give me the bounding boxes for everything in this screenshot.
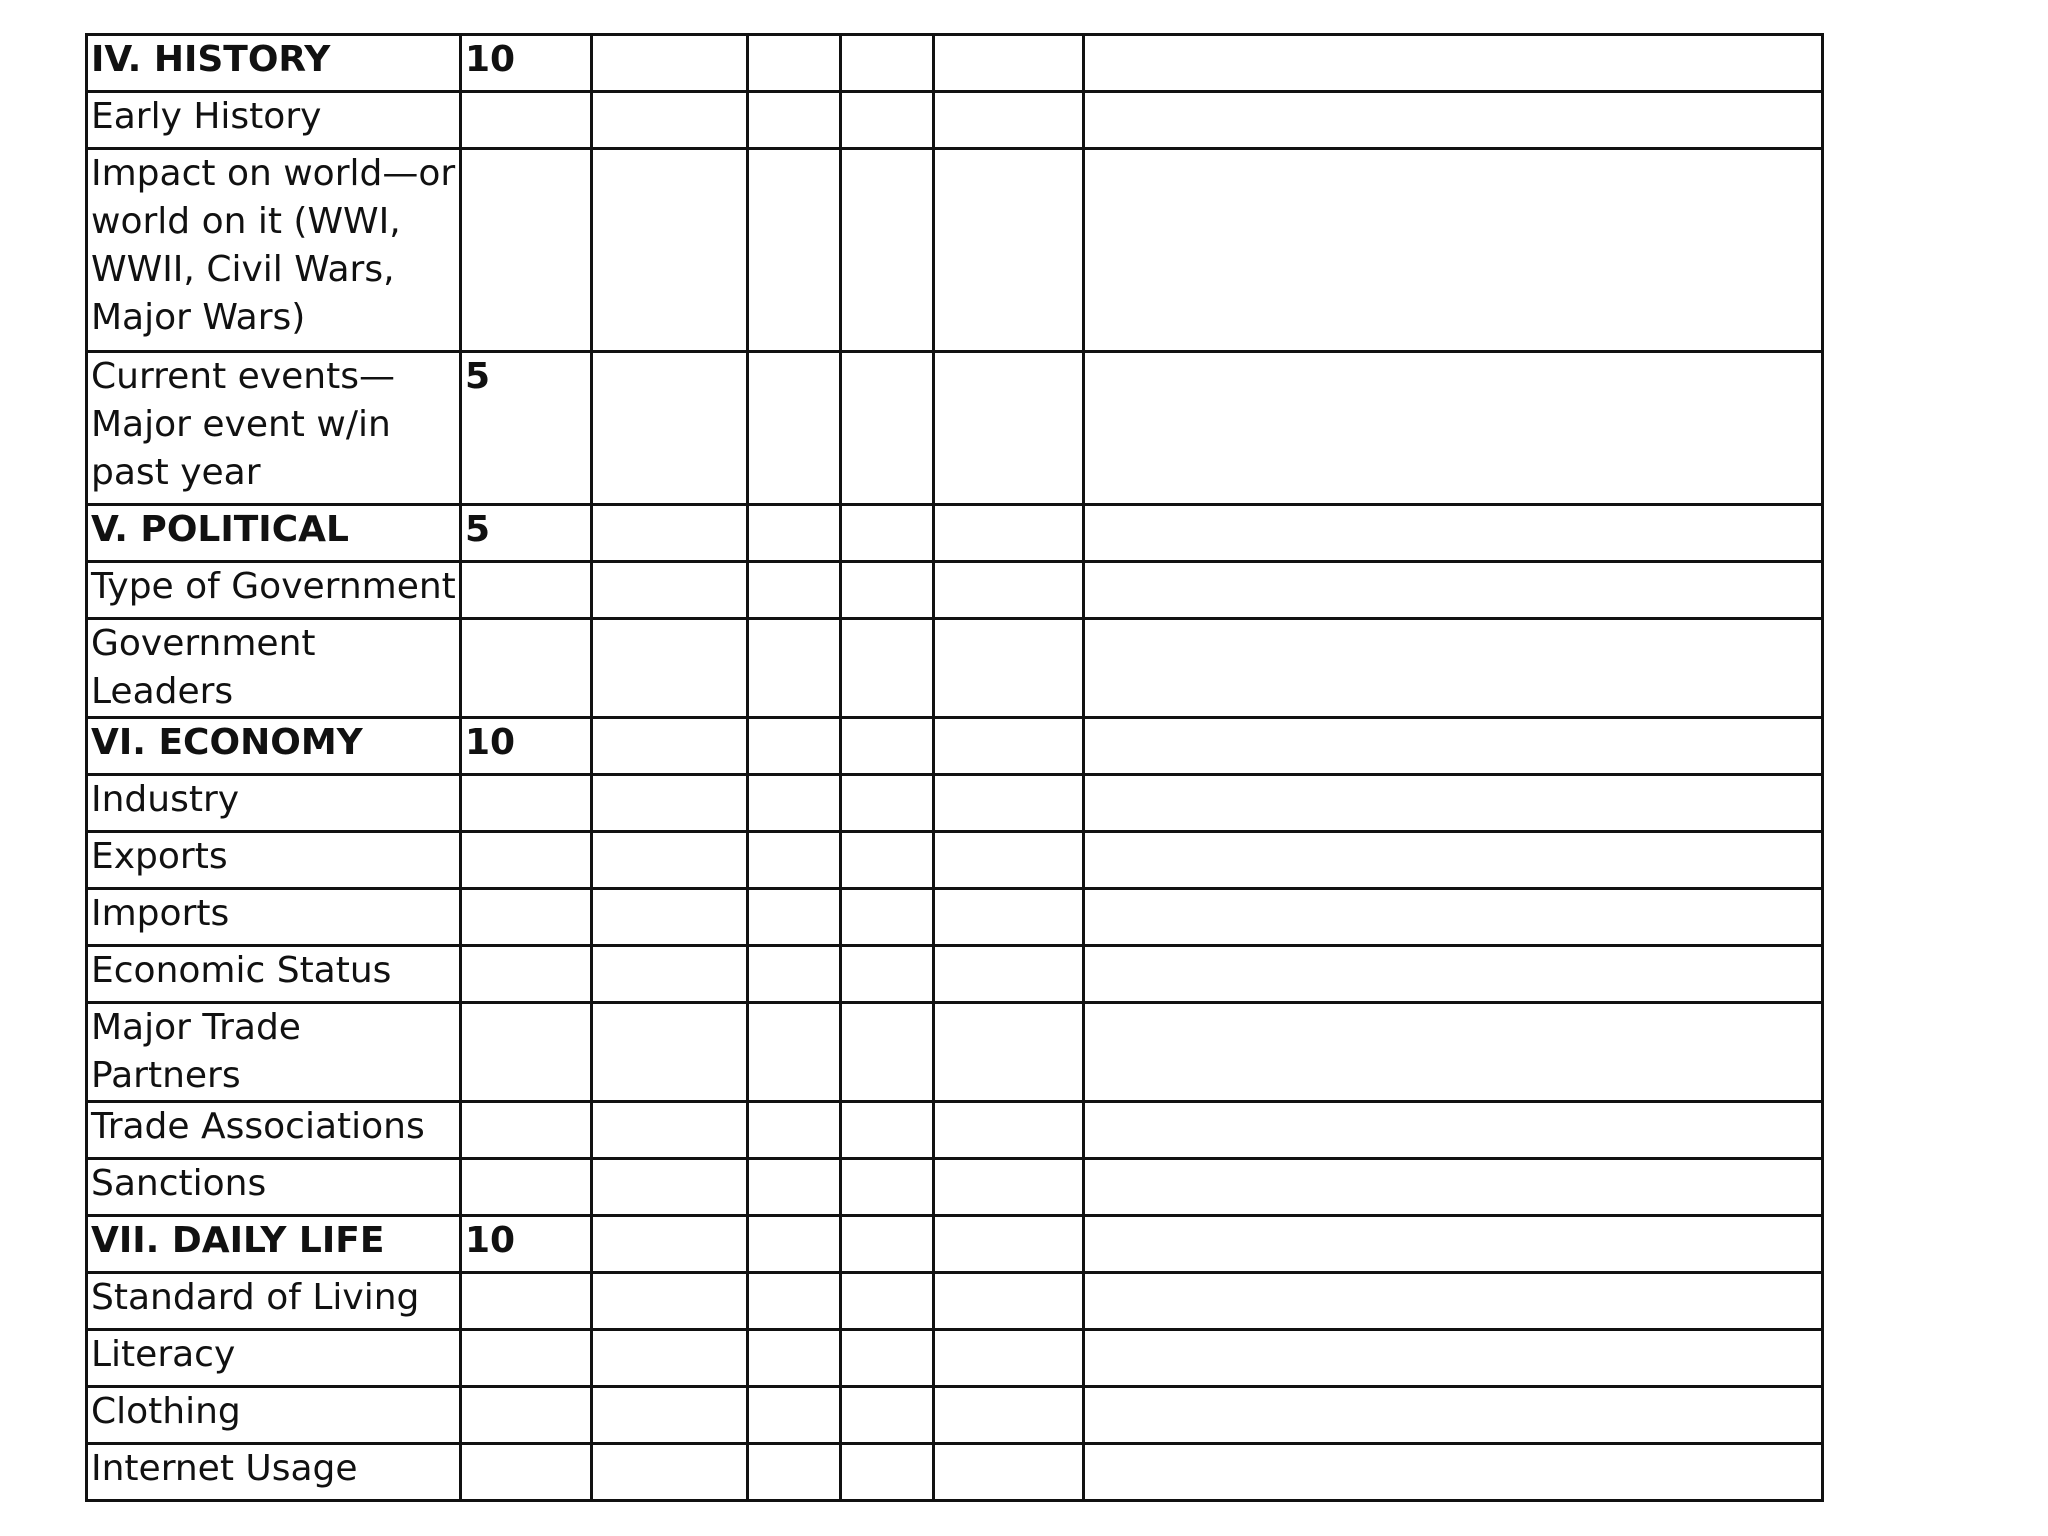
blank-cell: [841, 1003, 934, 1102]
blank-cell: [841, 889, 934, 946]
blank-cell: [748, 1444, 841, 1501]
row-label: Clothing: [87, 1387, 461, 1444]
blank-cell: [748, 1216, 841, 1273]
row-label: Trade Associations: [87, 1102, 461, 1159]
blank-cell: [934, 149, 1084, 352]
row-label: Exports: [87, 832, 461, 889]
blank-cell: [934, 832, 1084, 889]
blank-cell: [841, 775, 934, 832]
blank-cell: [592, 619, 748, 718]
points-cell: [461, 619, 592, 718]
blank-cell: [748, 1102, 841, 1159]
blank-cell: [1084, 505, 1823, 562]
blank-cell: [592, 1387, 748, 1444]
points-cell: [461, 1159, 592, 1216]
points-cell: [461, 149, 592, 352]
table-row: [87, 352, 1823, 505]
table-row: [87, 1330, 1823, 1387]
blank-cell: [592, 832, 748, 889]
blank-cell: [748, 1273, 841, 1330]
blank-cell: [592, 1159, 748, 1216]
blank-cell: [592, 149, 748, 352]
blank-cell: [748, 1003, 841, 1102]
blank-cell: [1084, 352, 1823, 505]
row-label: Imports: [87, 889, 461, 946]
blank-cell: [934, 946, 1084, 1003]
rubric-body: [87, 35, 1823, 1501]
blank-cell: [841, 1330, 934, 1387]
row-label: Literacy: [87, 1330, 461, 1387]
blank-cell: [592, 1216, 748, 1273]
blank-cell: [841, 505, 934, 562]
blank-cell: [748, 1159, 841, 1216]
blank-cell: [592, 1330, 748, 1387]
blank-cell: [934, 1330, 1084, 1387]
table-row: [87, 1387, 1823, 1444]
points-cell: 10: [461, 718, 592, 775]
blank-cell: [841, 562, 934, 619]
blank-cell: [592, 562, 748, 619]
blank-cell: [1084, 1273, 1823, 1330]
blank-cell: [1084, 1387, 1823, 1444]
blank-cell: [1084, 832, 1823, 889]
blank-cell: [748, 92, 841, 149]
blank-cell: [1084, 718, 1823, 775]
blank-cell: [841, 1273, 934, 1330]
blank-cell: [934, 505, 1084, 562]
table-row: [87, 619, 1823, 718]
blank-cell: [841, 1444, 934, 1501]
blank-cell: [592, 505, 748, 562]
table-row: [87, 1102, 1823, 1159]
blank-cell: [841, 832, 934, 889]
table-row: [87, 562, 1823, 619]
row-label: Government Leaders: [87, 619, 461, 718]
blank-cell: [934, 352, 1084, 505]
blank-cell: [934, 1003, 1084, 1102]
blank-cell: [592, 946, 748, 1003]
blank-cell: [1084, 35, 1823, 92]
blank-cell: [1084, 889, 1823, 946]
table-row: [87, 92, 1823, 149]
blank-cell: [748, 832, 841, 889]
blank-cell: [1084, 619, 1823, 718]
section-title: IV. HISTORY: [87, 35, 461, 92]
blank-cell: [841, 149, 934, 352]
blank-cell: [1084, 1330, 1823, 1387]
blank-cell: [841, 92, 934, 149]
blank-cell: [934, 1444, 1084, 1501]
blank-cell: [934, 718, 1084, 775]
row-label: Major Trade Partners: [87, 1003, 461, 1102]
blank-cell: [592, 889, 748, 946]
row-label: Industry: [87, 775, 461, 832]
section-header-row: [87, 505, 1823, 562]
row-label: Economic Status: [87, 946, 461, 1003]
table-row: [87, 1003, 1823, 1102]
blank-cell: [934, 1102, 1084, 1159]
blank-cell: [592, 35, 748, 92]
blank-cell: [1084, 1159, 1823, 1216]
row-label: Type of Government: [87, 562, 461, 619]
blank-cell: [592, 775, 748, 832]
blank-cell: [1084, 946, 1823, 1003]
blank-cell: [592, 1003, 748, 1102]
section-header-row: [87, 35, 1823, 92]
section-title: VII. DAILY LIFE: [87, 1216, 461, 1273]
blank-cell: [748, 946, 841, 1003]
points-cell: 5: [461, 352, 592, 505]
points-cell: [461, 946, 592, 1003]
blank-cell: [934, 889, 1084, 946]
blank-cell: [841, 1102, 934, 1159]
points-cell: 10: [461, 35, 592, 92]
blank-cell: [934, 775, 1084, 832]
row-label: Current events—Major event w/in past year: [87, 352, 461, 505]
blank-cell: [934, 1387, 1084, 1444]
blank-cell: [934, 1216, 1084, 1273]
table-row: [87, 775, 1823, 832]
row-label: Standard of Living: [87, 1273, 461, 1330]
points-cell: [461, 92, 592, 149]
blank-cell: [934, 1159, 1084, 1216]
section-title: V. POLITICAL: [87, 505, 461, 562]
points-cell: [461, 889, 592, 946]
points-cell: [461, 1003, 592, 1102]
blank-cell: [748, 505, 841, 562]
table-row: [87, 1159, 1823, 1216]
points-cell: [461, 562, 592, 619]
points-cell: [461, 1444, 592, 1501]
blank-cell: [592, 718, 748, 775]
blank-cell: [934, 562, 1084, 619]
blank-cell: [841, 35, 934, 92]
table-row: [87, 149, 1823, 352]
blank-cell: [1084, 1444, 1823, 1501]
points-cell: [461, 1387, 592, 1444]
blank-cell: [592, 1444, 748, 1501]
blank-cell: [934, 619, 1084, 718]
section-header-row: [87, 718, 1823, 775]
blank-cell: [748, 1330, 841, 1387]
blank-cell: [1084, 1102, 1823, 1159]
blank-cell: [592, 1273, 748, 1330]
blank-cell: [748, 149, 841, 352]
row-label: Internet Usage: [87, 1444, 461, 1501]
points-cell: [461, 1102, 592, 1159]
points-cell: [461, 775, 592, 832]
points-cell: 5: [461, 505, 592, 562]
blank-cell: [934, 92, 1084, 149]
blank-cell: [748, 775, 841, 832]
table-row: [87, 832, 1823, 889]
blank-cell: [1084, 1216, 1823, 1273]
row-label: Early History: [87, 92, 461, 149]
points-cell: [461, 832, 592, 889]
blank-cell: [592, 92, 748, 149]
rubric-sheet: [85, 33, 1821, 1502]
blank-cell: [748, 562, 841, 619]
blank-cell: [748, 352, 841, 505]
blank-cell: [748, 1387, 841, 1444]
blank-cell: [748, 35, 841, 92]
row-label: Impact on world—or world on it (WWI, WWII, Civil Wars, Major Wars): [87, 149, 461, 352]
blank-cell: [1084, 149, 1823, 352]
blank-cell: [841, 1159, 934, 1216]
blank-cell: [841, 718, 934, 775]
table-row: [87, 1273, 1823, 1330]
blank-cell: [934, 35, 1084, 92]
blank-cell: [934, 1273, 1084, 1330]
section-header-row: [87, 1216, 1823, 1273]
points-cell: 10: [461, 1216, 592, 1273]
table-row: [87, 1444, 1823, 1501]
blank-cell: [592, 352, 748, 505]
section-title: VI. ECONOMY: [87, 718, 461, 775]
table-row: [87, 946, 1823, 1003]
rubric-table: [85, 33, 1824, 1502]
blank-cell: [841, 946, 934, 1003]
points-cell: [461, 1273, 592, 1330]
blank-cell: [841, 1216, 934, 1273]
row-label: Sanctions: [87, 1159, 461, 1216]
blank-cell: [1084, 1003, 1823, 1102]
blank-cell: [748, 718, 841, 775]
blank-cell: [1084, 775, 1823, 832]
blank-cell: [748, 619, 841, 718]
blank-cell: [592, 1102, 748, 1159]
blank-cell: [841, 619, 934, 718]
points-cell: [461, 1330, 592, 1387]
blank-cell: [1084, 562, 1823, 619]
table-row: [87, 889, 1823, 946]
blank-cell: [1084, 92, 1823, 149]
blank-cell: [748, 889, 841, 946]
blank-cell: [841, 1387, 934, 1444]
blank-cell: [841, 352, 934, 505]
